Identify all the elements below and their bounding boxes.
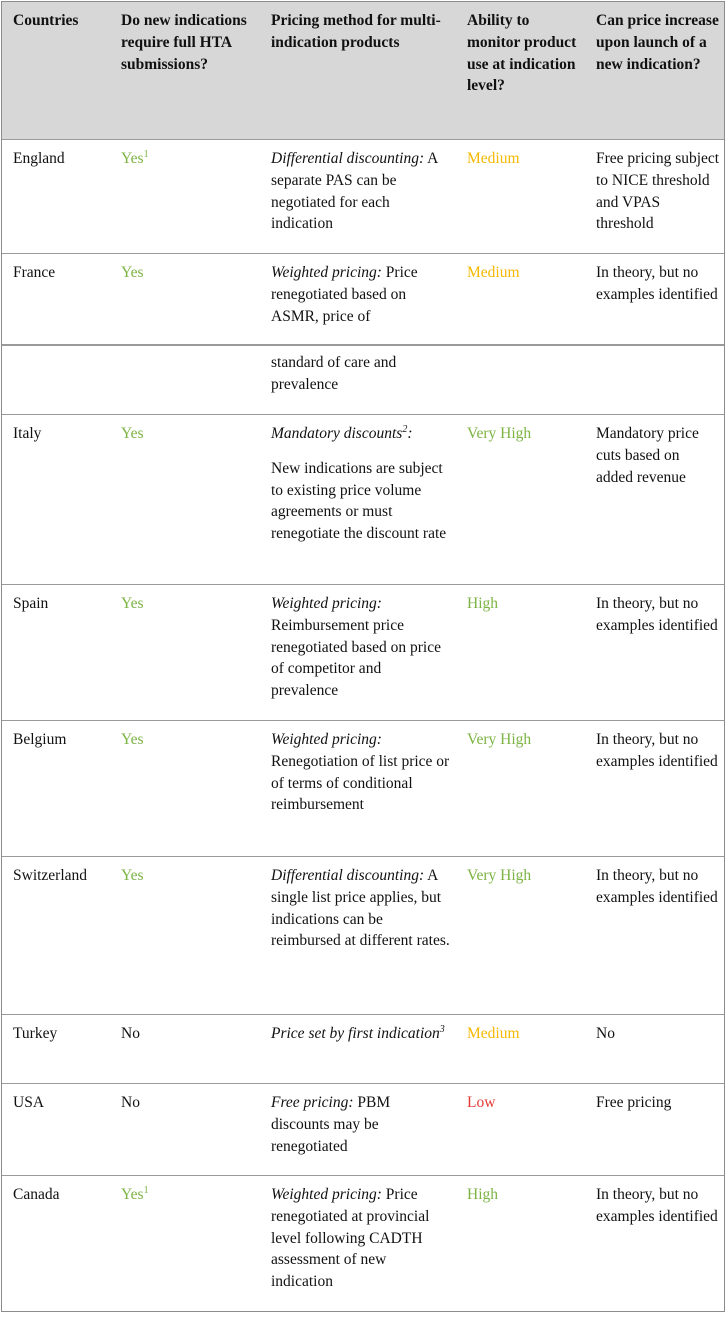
hta-cell: Yes	[121, 425, 144, 442]
price-increase-cell: In theory, but no examples identified	[596, 264, 718, 303]
pricing-method-type: Weighted pricing:	[271, 264, 382, 281]
pricing-method-description: PBM discounts may be renegotiated	[271, 1094, 391, 1155]
header-pricing-method: Pricing method for multi-indication products	[271, 12, 441, 51]
header-price-increase: Can price increase upon launch of a new indication?	[596, 12, 719, 73]
footnote-marker: 2	[402, 423, 408, 435]
monitor-cell: Medium	[467, 150, 520, 167]
pricing-method-description: Price renegotiated at provincial level following CADTH assessment of new indication	[271, 1186, 430, 1291]
empty-cell	[585, 346, 724, 414]
country-cell: Turkey	[13, 1025, 58, 1042]
price-increase-cell: Mandatory price cuts based on added revenue	[596, 425, 699, 486]
pricing-method-cell	[260, 140, 456, 253]
monitor-cell: Medium	[467, 264, 520, 281]
footnote-marker: 1	[143, 1184, 149, 1196]
table-row-turkey	[2, 1014, 724, 1083]
empty-cell	[2, 346, 110, 414]
hta-cell: Yes	[121, 731, 144, 748]
pricing-method-description: New indications are subject to existing price volume agreements or must renegotiate the discount rate	[271, 459, 447, 543]
hta-cell: Yes	[121, 264, 144, 281]
table-row-italy	[2, 414, 724, 584]
table-row-belgium	[2, 720, 724, 856]
table-row-france	[2, 253, 724, 344]
hta-cell: Yes	[121, 867, 144, 884]
pricing-method-cell	[260, 415, 456, 584]
country-cell: Switzerland	[13, 867, 88, 884]
price-increase-cell: No	[596, 1025, 615, 1042]
pricing-method-description: Renegotiation of list price or of terms of conditional reimbursement	[271, 752, 450, 814]
pricing-method-cell	[260, 721, 456, 856]
pricing-method-cell	[260, 857, 456, 1014]
empty-cell	[456, 346, 585, 414]
pricing-method-cell	[260, 1084, 456, 1175]
country-cell: Spain	[13, 595, 49, 612]
pricing-method-cell	[260, 1176, 456, 1311]
pricing-method-type: Weighted pricing:	[271, 1186, 382, 1203]
country-cell: England	[13, 150, 65, 167]
monitor-cell: Low	[467, 1094, 496, 1111]
header-monitor: Ability to monitor product use at indication level?	[467, 12, 577, 95]
pricing-method-description: A single list price applies, but indications can be reimbursed at different rates.	[271, 867, 450, 950]
monitor-cell: Very High	[467, 731, 532, 748]
monitor-cell: Very High	[467, 867, 532, 884]
table-row-england	[2, 139, 724, 253]
table-row-spain	[2, 584, 724, 720]
table-header-row	[2, 2, 724, 139]
pricing-method-cell	[260, 1015, 456, 1083]
country-cell: USA	[13, 1094, 45, 1111]
pricing-method-description: Reimbursement price renegotiated based on price of competitor and prevalence	[271, 616, 441, 700]
pricing-method-description: Price renegotiated based on ASMR, price of	[271, 264, 418, 325]
table-row-continuation	[2, 344, 724, 414]
pricing-method-type: Differential discounting:	[271, 150, 425, 167]
price-increase-cell: In theory, but no examples identified	[596, 595, 718, 634]
header-countries: Countries	[13, 12, 79, 29]
pricing-method-type: Differential discounting:	[271, 867, 425, 884]
country-cell: Belgium	[13, 731, 67, 748]
empty-cell	[110, 346, 260, 414]
monitor-cell: Very High	[467, 425, 532, 442]
price-increase-cell: In theory, but no examples identified	[596, 731, 718, 770]
hta-cell: Yes	[121, 595, 144, 612]
pricing-method-cell	[260, 585, 456, 720]
pricing-method-type: Weighted pricing:	[271, 731, 382, 748]
pricing-method-type: Mandatory discounts	[271, 425, 403, 442]
country-cell: Canada	[13, 1186, 60, 1203]
hta-value: Yes	[121, 150, 144, 167]
hta-cell: No	[121, 1025, 140, 1042]
price-increase-cell: In theory, but no examples identified	[596, 1186, 718, 1225]
monitor-cell: High	[467, 1186, 498, 1203]
price-increase-cell: Free pricing subject to NICE threshold and VPAS threshold	[596, 150, 720, 233]
pricing-method-colon: :	[407, 425, 413, 442]
footnote-marker: 3	[439, 1023, 445, 1035]
table-row-switzerland	[2, 856, 724, 1014]
header-hta: Do new indications require full HTA submissions?	[121, 12, 247, 73]
footnote-marker: 1	[143, 148, 149, 160]
price-increase-cell: Free pricing	[596, 1094, 672, 1111]
pricing-method-type: Free pricing:	[271, 1094, 354, 1111]
pricing-method-continuation: standard of care and prevalence	[271, 354, 397, 393]
country-cell: France	[13, 264, 56, 281]
hta-cell: No	[121, 1094, 140, 1111]
pricing-method-description: A separate PAS can be negotiated for each indication	[271, 150, 438, 233]
hta-cell	[110, 1176, 260, 1311]
hta-value: Yes	[121, 1186, 144, 1203]
table-row-usa	[2, 1083, 724, 1175]
pricing-method-type: Weighted pricing:	[271, 595, 382, 612]
monitor-cell: High	[467, 595, 498, 612]
pricing-comparison-table	[1, 1, 725, 1312]
table-row-canada	[2, 1175, 724, 1311]
monitor-cell: Medium	[467, 1025, 520, 1042]
pricing-method-cell	[260, 254, 456, 344]
hta-cell	[110, 140, 260, 253]
price-increase-cell: In theory, but no examples identified	[596, 867, 718, 906]
country-cell: Italy	[13, 425, 42, 442]
pricing-method-type: Price set by first indication	[271, 1025, 440, 1042]
